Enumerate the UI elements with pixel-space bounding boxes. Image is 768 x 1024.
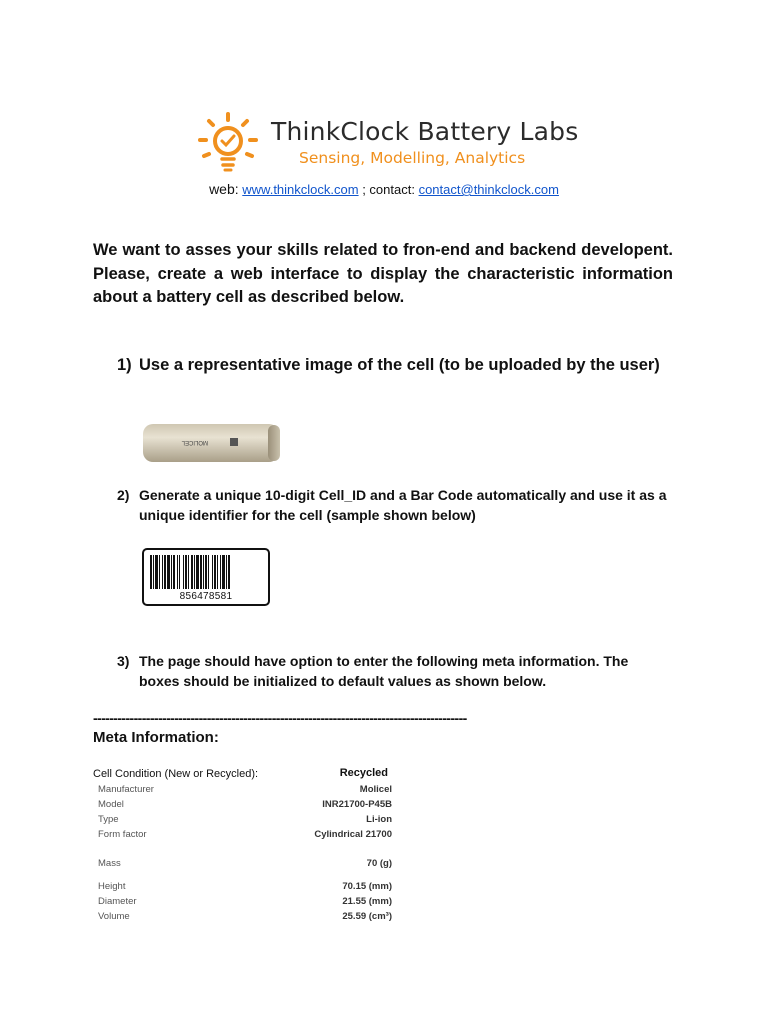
intro-paragraph: We want to asses your skills related to fron-end and backend developent. Please, create a web interface to display the characteristic information about a battery cell as described below.: [93, 241, 673, 306]
step-text: The page should have option to enter the following meta information. The boxes should be initialized to default values as shown below.: [139, 653, 629, 689]
meta-value[interactable]: Li-ion: [366, 814, 392, 825]
meta-row-form-factor: [98, 829, 392, 843]
meta-label: Mass: [98, 858, 121, 869]
web-label: web:: [209, 181, 239, 197]
meta-label: Model: [98, 799, 124, 810]
step-number: 1): [117, 356, 132, 374]
section-divider: --------------------------------------------------------------------------------------------: [93, 710, 467, 726]
meta-row-volume: [98, 911, 392, 925]
barcode-number: 856478581: [179, 591, 233, 602]
contact-label: ; contact:: [362, 182, 415, 197]
meta-value[interactable]: Cylindrical 21700: [314, 829, 392, 840]
meta-label: Volume: [98, 911, 130, 922]
step-text: Use a representative image of the cell (to be uploaded by the user): [139, 356, 660, 374]
meta-label: Type: [98, 814, 119, 825]
step-number: 2): [117, 487, 130, 503]
step-text: Generate a unique 10-digit Cell_ID and a Bar Code automatically and use it as a unique identifier for the cell (sample shown below): [139, 487, 667, 523]
meta-row-height: [98, 881, 392, 895]
meta-row-model: [98, 799, 392, 813]
meta-label: Height: [98, 881, 126, 892]
meta-label: Form factor: [98, 829, 147, 840]
meta-value[interactable]: Molicel: [359, 784, 392, 795]
meta-value[interactable]: 21.55 (mm): [342, 896, 392, 907]
cell-label-text: MOLICEL: [181, 439, 208, 445]
meta-label: Diameter: [98, 896, 137, 907]
meta-row-mass: [98, 858, 392, 872]
website-link[interactable]: www.thinkclock.com: [242, 182, 359, 197]
cell-condition-value[interactable]: Recycled: [339, 767, 388, 779]
meta-value[interactable]: 70 (g): [366, 858, 392, 869]
contact-email-link[interactable]: contact@thinkclock.com: [418, 182, 559, 197]
lightbulb-logo-icon: [196, 112, 260, 174]
meta-value[interactable]: 25.59 (cm³): [342, 911, 392, 922]
meta-row-type: [98, 814, 392, 828]
battery-cell-image: [140, 420, 284, 466]
brand-name: ThinkClock Battery Labs: [271, 117, 579, 146]
meta-value[interactable]: INR21700-P45B: [322, 799, 392, 810]
meta-value[interactable]: 70.15 (mm): [342, 881, 392, 892]
contact-line: [0, 181, 768, 197]
barcode-bars: [150, 555, 264, 589]
cell-condition-label: Cell Condition (New or Recycled):: [93, 768, 259, 780]
step-number: 3): [117, 653, 130, 669]
meta-information-title: Meta Information:: [93, 729, 219, 746]
meta-label: Manufacturer: [98, 784, 154, 795]
meta-row-diameter: [98, 896, 392, 910]
letterhead: [0, 108, 768, 208]
barcode-sample: [142, 548, 270, 606]
meta-row-manufacturer: [98, 784, 392, 798]
brand-tagline: Sensing, Modelling, Analytics: [299, 149, 526, 167]
